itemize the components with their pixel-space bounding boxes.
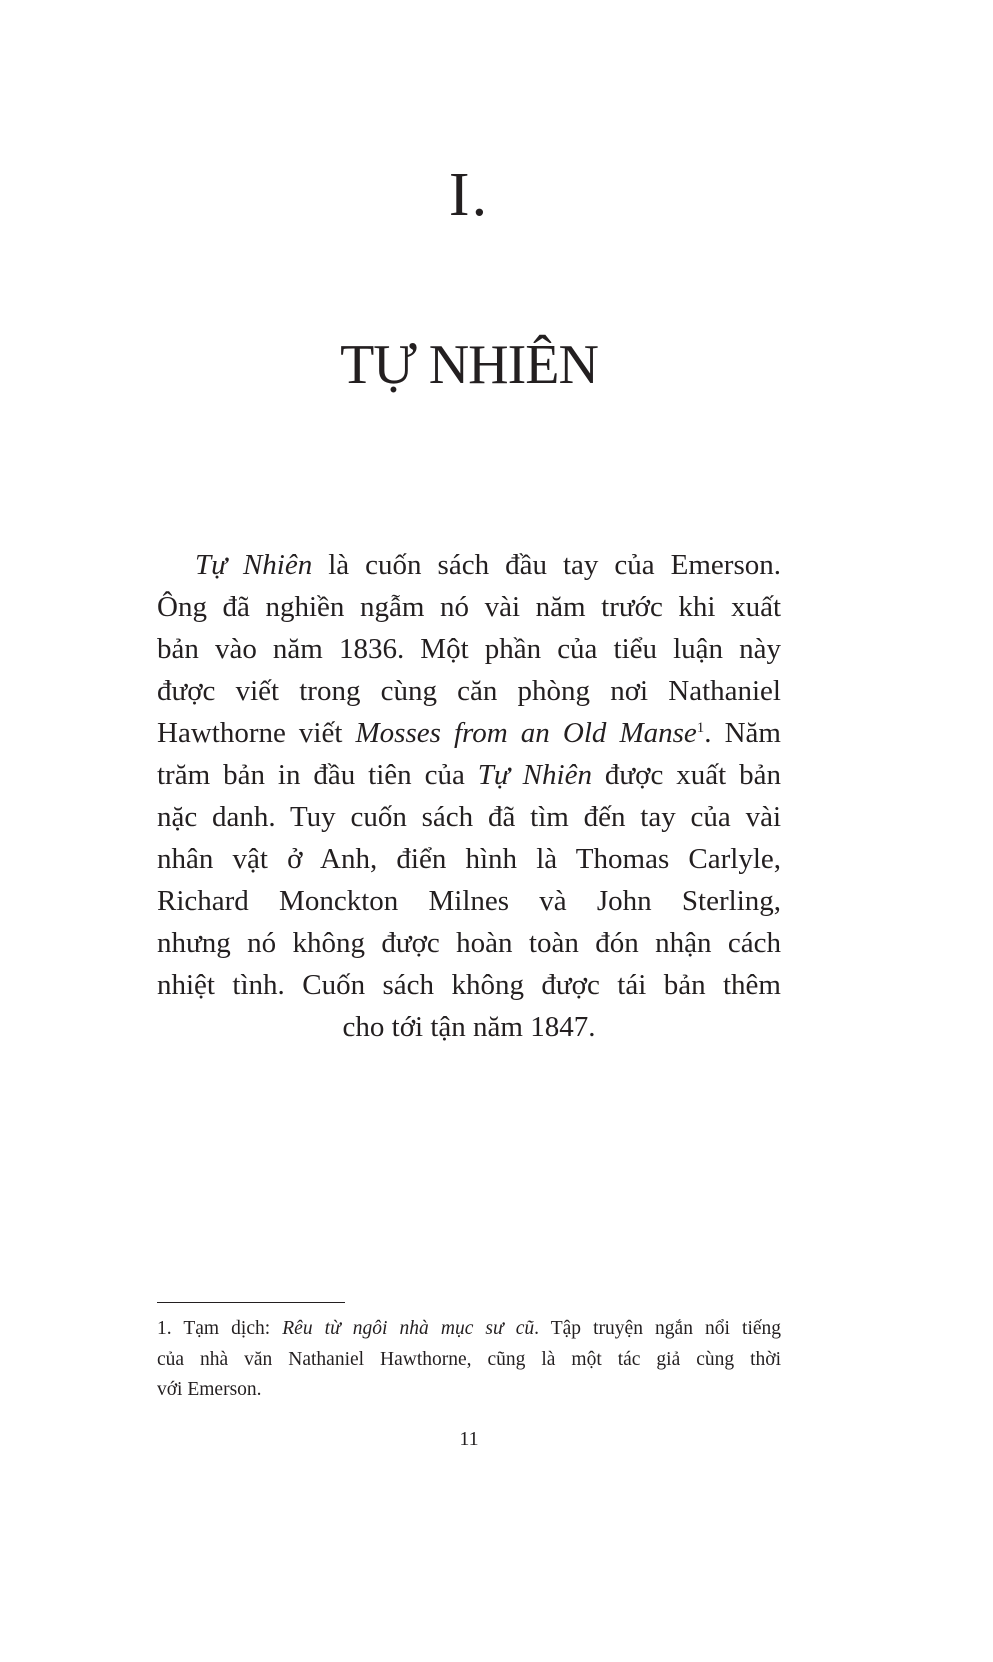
italic-text: Tự Nhiên [477, 759, 592, 791]
text-segment: là cuốn sách đầu tay của Emerson. [312, 549, 781, 581]
body-paragraph [157, 544, 781, 1048]
text-segment: Richard Monckton Milnes và John Sterling, [157, 885, 781, 917]
footnote-line [157, 1375, 781, 1406]
text-segment: . Tập truyện ngắn nổi tiếng [534, 1318, 782, 1339]
text-segment: nhưng nó không được hoàn toàn đón nhận cách [157, 927, 781, 959]
text-line [157, 544, 781, 586]
text-line [157, 796, 781, 838]
text-segment: được viết trong cùng căn phòng nơi Nathaniel [157, 675, 781, 707]
footnote-marker: 1 [696, 720, 705, 736]
text-segment: Ông đã nghiền ngẫm nó vài năm trước khi xuất [157, 591, 781, 623]
page-number: 11 [459, 1428, 479, 1450]
text-line [157, 754, 781, 796]
text-segment: được xuất bản [591, 759, 781, 791]
footnote-line [157, 1314, 781, 1345]
text-segment: của nhà văn Nathaniel Hawthorne, cũng là một tác giả cùng thời [157, 1348, 781, 1370]
text-segment: . Năm [704, 717, 781, 749]
text-segment: bản vào năm 1836. Một phần của tiểu luận này [157, 633, 781, 665]
text-line [157, 1006, 781, 1048]
footnote-divider [157, 1302, 345, 1303]
text-segment: 1. Tạm dịch: [157, 1318, 283, 1339]
chapter-number: I. [448, 161, 490, 229]
italic-text: Mosses from an Old Manse [355, 717, 697, 749]
text-segment: cho tới tận năm 1847. [342, 1011, 596, 1043]
italic-text: Rêu từ ngôi nhà mục sư cũ [282, 1318, 535, 1339]
text-segment: với Emerson. [157, 1379, 262, 1400]
text-line [157, 628, 781, 670]
footnote [157, 1314, 781, 1406]
italic-text: Tự Nhiên [195, 549, 313, 581]
text-segment: Hawthorne viết [157, 717, 356, 749]
text-segment: trăm bản in đầu tiên của [157, 759, 478, 791]
text-line [157, 922, 781, 964]
text-line [157, 586, 781, 628]
text-segment: nặc danh. Tuy cuốn sách đã tìm đến tay của vài [157, 801, 781, 833]
text-segment: nhân vật ở Anh, điển hình là Thomas Carlyle, [157, 843, 781, 875]
text-line [157, 880, 781, 922]
chapter-title: TỰ NHIÊN [340, 334, 598, 396]
text-segment: nhiệt tình. Cuốn sách không được tái bản thêm [157, 969, 781, 1001]
text-line [157, 712, 781, 754]
text-line [157, 964, 781, 1006]
text-line [157, 838, 781, 880]
text-line [157, 670, 781, 712]
footnote-line [157, 1345, 781, 1376]
